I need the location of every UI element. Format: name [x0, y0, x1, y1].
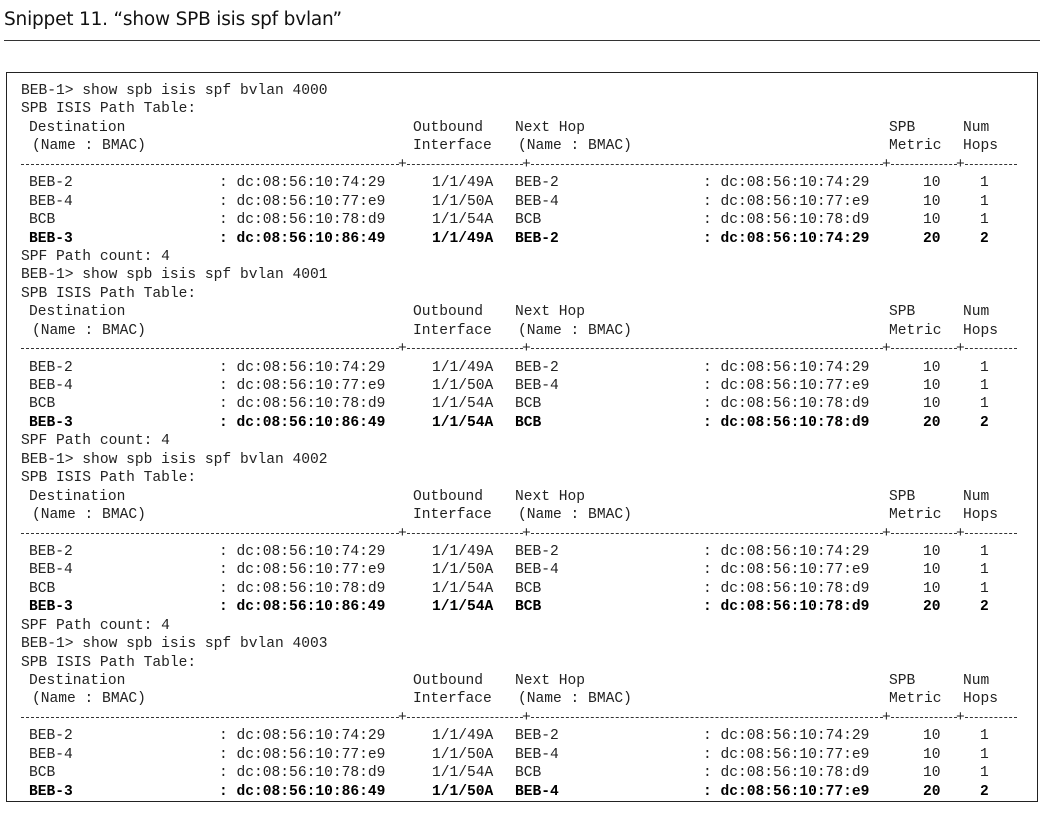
header-num: Num: [963, 488, 990, 505]
header-destination: Destination: [29, 304, 126, 321]
row-next-hop-bmac: : dc:08:56:10:77:e9: [703, 783, 870, 800]
header-next-hop: Next Hop: [515, 304, 586, 321]
row-next-hop: BEB-2: [515, 175, 559, 192]
separator-segment: [891, 164, 957, 165]
header-interface: Interface: [413, 138, 492, 155]
row-destination: BCB: [29, 580, 56, 597]
header-nexthop-bmac: (Name : BMAC): [518, 322, 632, 339]
header-spb: SPB: [889, 673, 916, 689]
table-title: SPB ISIS Path Table:: [21, 285, 197, 302]
separator-joint: +: [522, 156, 531, 173]
row-bmac: : dc:08:56:10:77:e9: [219, 746, 386, 763]
row-hops: 1: [980, 543, 989, 560]
header-nexthop-bmac: (Name : BMAC): [518, 691, 632, 708]
separator-segment: [891, 533, 957, 534]
row-metric: 10: [923, 562, 941, 579]
row-next-hop-bmac: : dc:08:56:10:78:d9: [703, 599, 870, 616]
row-next-hop: BEB-2: [515, 728, 559, 745]
row-next-hop: BCB: [515, 580, 542, 597]
row-next-hop-bmac: : dc:08:56:10:78:d9: [703, 212, 870, 229]
row-next-hop-bmac: : dc:08:56:10:77:e9: [703, 378, 870, 394]
separator-joint: +: [956, 525, 965, 542]
row-hops: 1: [980, 175, 989, 192]
row-metric: 10: [923, 378, 941, 394]
row-next-hop: BEB-2: [515, 359, 559, 376]
row-interface: 1/1/54A: [432, 765, 494, 782]
separator-segment: [965, 164, 1017, 165]
row-hops: 2: [980, 230, 989, 247]
row-bmac: : dc:08:56:10:86:49: [219, 599, 386, 616]
row-bmac: : dc:08:56:10:77:e9: [219, 562, 386, 579]
separator-joint: +: [398, 709, 407, 726]
header-metric: Metric: [889, 691, 942, 708]
row-metric: 10: [923, 193, 941, 210]
table-title: SPB ISIS Path Table:: [21, 470, 197, 487]
row-next-hop-bmac: : dc:08:56:10:74:29: [703, 728, 870, 745]
separator-joint: +: [522, 525, 531, 542]
separator-joint: +: [398, 341, 407, 358]
header-spb: SPB: [889, 488, 916, 505]
row-destination: BEB-2: [29, 359, 73, 376]
row-bmac: : dc:08:56:10:86:49: [219, 230, 386, 247]
row-next-hop-bmac: : dc:08:56:10:78:d9: [703, 396, 870, 413]
row-next-hop: BEB-2: [515, 230, 559, 247]
separator-segment: [891, 717, 957, 718]
row-next-hop: BEB-4: [515, 783, 559, 800]
row-next-hop: BCB: [515, 414, 542, 431]
row-bmac: : dc:08:56:10:78:d9: [219, 765, 386, 782]
header-hops: Hops: [963, 138, 999, 155]
path-count: SPF Path count: 4: [21, 433, 170, 450]
row-destination: BEB-4: [29, 562, 73, 579]
header-num: Num: [963, 119, 990, 136]
header-name-bmac: (Name : BMAC): [32, 322, 146, 339]
command-text: BEB-1> show spb isis spf bvlan 4002: [21, 451, 328, 468]
row-bmac: : dc:08:56:10:86:49: [219, 783, 386, 800]
row-interface: 1/1/54A: [432, 212, 494, 229]
separator-joint: +: [522, 341, 531, 358]
separator-segment: [21, 164, 399, 165]
caption-divider: [4, 40, 1040, 41]
row-next-hop-bmac: : dc:08:56:10:74:29: [703, 543, 870, 560]
row-hops: 2: [980, 414, 989, 431]
separator-joint: +: [882, 156, 891, 173]
row-bmac: : dc:08:56:10:74:29: [219, 359, 386, 376]
row-hops: 1: [980, 359, 989, 376]
command-text: BEB-1> show spb isis spf bvlan 4001: [21, 267, 328, 284]
separator-segment: [531, 348, 883, 349]
row-hops: 2: [980, 783, 989, 800]
row-interface: 1/1/54A: [432, 414, 494, 431]
command-text: BEB-1> show spb isis spf bvlan 4003: [21, 636, 328, 653]
header-destination: Destination: [29, 119, 126, 136]
row-destination: BCB: [29, 765, 56, 782]
command-text: BEB-1> show spb isis spf bvlan 4000: [21, 83, 328, 99]
row-metric: 10: [923, 359, 941, 376]
row-hops: 1: [980, 765, 989, 782]
row-bmac: : dc:08:56:10:74:29: [219, 175, 386, 192]
row-next-hop-bmac: : dc:08:56:10:77:e9: [703, 193, 870, 210]
snippet-caption: Snippet 11. “show SPB isis spf bvlan”: [4, 9, 342, 30]
row-metric: 10: [923, 728, 941, 745]
row-interface: 1/1/50A: [432, 193, 494, 210]
header-metric: Metric: [889, 507, 942, 524]
row-hops: 1: [980, 580, 989, 597]
separator-joint: +: [956, 709, 965, 726]
header-name-bmac: (Name : BMAC): [32, 507, 146, 524]
row-hops: 1: [980, 746, 989, 763]
row-interface: 1/1/49A: [432, 230, 494, 247]
row-bmac: : dc:08:56:10:78:d9: [219, 212, 386, 229]
row-interface: 1/1/49A: [432, 175, 494, 192]
header-outbound: Outbound: [413, 488, 484, 505]
row-next-hop: BEB-4: [515, 562, 559, 579]
separator-joint: +: [956, 156, 965, 173]
row-metric: 10: [923, 175, 941, 192]
row-bmac: : dc:08:56:10:78:d9: [219, 580, 386, 597]
row-hops: 1: [980, 728, 989, 745]
separator-segment: [407, 164, 523, 165]
header-outbound: Outbound: [413, 304, 484, 321]
row-destination: BEB-4: [29, 378, 73, 394]
row-metric: 10: [923, 396, 941, 413]
header-nexthop-bmac: (Name : BMAC): [518, 138, 632, 155]
separator-segment: [407, 717, 523, 718]
row-destination: BEB-2: [29, 728, 73, 745]
row-metric: 10: [923, 543, 941, 560]
row-interface: 1/1/50A: [432, 746, 494, 763]
row-interface: 1/1/49A: [432, 543, 494, 560]
separator-joint: +: [882, 341, 891, 358]
row-bmac: : dc:08:56:10:74:29: [219, 728, 386, 745]
header-name-bmac: (Name : BMAC): [32, 138, 146, 155]
row-interface: 1/1/49A: [432, 359, 494, 376]
header-interface: Interface: [413, 322, 492, 339]
row-bmac: : dc:08:56:10:74:29: [219, 543, 386, 560]
row-destination: BEB-4: [29, 746, 73, 763]
row-metric: 20: [923, 599, 941, 616]
row-next-hop-bmac: : dc:08:56:10:78:d9: [703, 580, 870, 597]
row-destination: BCB: [29, 396, 56, 413]
row-next-hop-bmac: : dc:08:56:10:74:29: [703, 230, 870, 247]
path-count: SPF Path count: 4: [21, 248, 170, 265]
row-hops: 1: [980, 212, 989, 229]
row-metric: 10: [923, 765, 941, 782]
header-next-hop: Next Hop: [515, 488, 586, 505]
row-next-hop: BEB-2: [515, 543, 559, 560]
row-metric: 20: [923, 783, 941, 800]
row-next-hop: BEB-4: [515, 378, 559, 394]
row-hops: 1: [980, 396, 989, 413]
row-interface: 1/1/54A: [432, 599, 494, 616]
row-destination: BEB-3: [29, 599, 73, 616]
row-hops: 2: [980, 599, 989, 616]
separator-joint: +: [882, 709, 891, 726]
row-interface: 1/1/49A: [432, 728, 494, 745]
row-metric: 10: [923, 212, 941, 229]
row-destination: BCB: [29, 212, 56, 229]
separator-joint: +: [882, 525, 891, 542]
header-nexthop-bmac: (Name : BMAC): [518, 507, 632, 524]
row-next-hop-bmac: : dc:08:56:10:74:29: [703, 359, 870, 376]
row-destination: BEB-3: [29, 414, 73, 431]
header-spb: SPB: [889, 304, 916, 321]
row-bmac: : dc:08:56:10:78:d9: [219, 396, 386, 413]
row-interface: 1/1/54A: [432, 580, 494, 597]
row-next-hop: BCB: [515, 599, 542, 616]
separator-segment: [531, 717, 883, 718]
row-next-hop: BCB: [515, 765, 542, 782]
header-outbound: Outbound: [413, 119, 484, 136]
header-destination: Destination: [29, 673, 126, 689]
header-interface: Interface: [413, 691, 492, 708]
header-spb: SPB: [889, 119, 916, 136]
header-metric: Metric: [889, 322, 942, 339]
separator-segment: [965, 348, 1017, 349]
separator-segment: [407, 348, 523, 349]
separator-segment: [407, 533, 523, 534]
separator-segment: [531, 164, 883, 165]
row-metric: 20: [923, 414, 941, 431]
row-destination: BEB-2: [29, 175, 73, 192]
header-metric: Metric: [889, 138, 942, 155]
header-interface: Interface: [413, 507, 492, 524]
row-next-hop: BCB: [515, 212, 542, 229]
terminal-output-box: [6, 72, 1038, 802]
table-title: SPB ISIS Path Table:: [21, 654, 197, 671]
row-destination: BEB-4: [29, 193, 73, 210]
row-bmac: : dc:08:56:10:77:e9: [219, 193, 386, 210]
row-destination: BEB-3: [29, 230, 73, 247]
row-next-hop-bmac: : dc:08:56:10:74:29: [703, 175, 870, 192]
separator-joint: +: [398, 525, 407, 542]
separator-segment: [965, 533, 1017, 534]
header-next-hop: Next Hop: [515, 119, 586, 136]
row-next-hop: BEB-4: [515, 746, 559, 763]
header-name-bmac: (Name : BMAC): [32, 691, 146, 708]
table-title: SPB ISIS Path Table:: [21, 101, 197, 118]
row-interface: 1/1/50A: [432, 562, 494, 579]
header-num: Num: [963, 304, 990, 321]
row-interface: 1/1/54A: [432, 396, 494, 413]
row-destination: BEB-2: [29, 543, 73, 560]
row-hops: 1: [980, 562, 989, 579]
separator-joint: +: [398, 156, 407, 173]
header-outbound: Outbound: [413, 673, 484, 689]
separator-segment: [965, 717, 1017, 718]
row-next-hop-bmac: : dc:08:56:10:78:d9: [703, 765, 870, 782]
header-num: Num: [963, 673, 990, 689]
header-hops: Hops: [963, 322, 999, 339]
separator-segment: [21, 348, 399, 349]
path-count: SPF Path count: 4: [21, 617, 170, 634]
row-metric: 10: [923, 746, 941, 763]
row-bmac: : dc:08:56:10:77:e9: [219, 378, 386, 394]
separator-joint: +: [956, 341, 965, 358]
separator-segment: [891, 348, 957, 349]
row-interface: 1/1/50A: [432, 783, 494, 800]
row-interface: 1/1/50A: [432, 378, 494, 394]
row-destination: BEB-3: [29, 783, 73, 800]
row-next-hop: BEB-4: [515, 193, 559, 210]
separator-segment: [531, 533, 883, 534]
row-next-hop: BCB: [515, 396, 542, 413]
row-next-hop-bmac: : dc:08:56:10:77:e9: [703, 746, 870, 763]
row-hops: 1: [980, 193, 989, 210]
separator-segment: [21, 717, 399, 718]
row-next-hop-bmac: : dc:08:56:10:77:e9: [703, 562, 870, 579]
row-metric: 20: [923, 230, 941, 247]
header-hops: Hops: [963, 507, 999, 524]
header-hops: Hops: [963, 691, 999, 708]
separator-segment: [21, 533, 399, 534]
separator-joint: +: [522, 709, 531, 726]
row-bmac: : dc:08:56:10:86:49: [219, 414, 386, 431]
row-next-hop-bmac: : dc:08:56:10:78:d9: [703, 414, 870, 431]
row-hops: 1: [980, 378, 989, 394]
row-metric: 10: [923, 580, 941, 597]
header-destination: Destination: [29, 488, 126, 505]
header-next-hop: Next Hop: [515, 673, 586, 689]
